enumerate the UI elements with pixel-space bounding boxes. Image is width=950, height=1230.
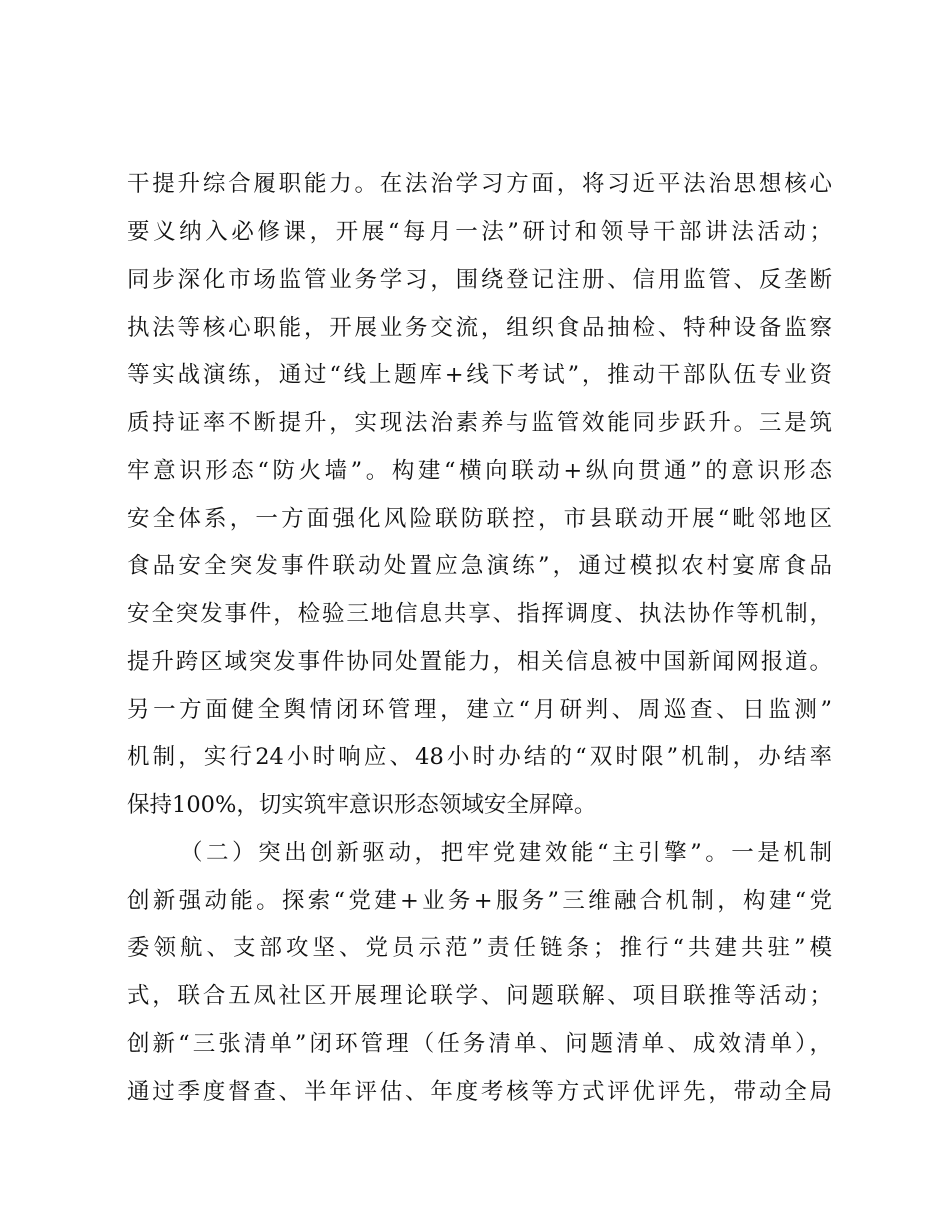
body-text-line: 创新“三张清单”闭环管理（任务清单、问题清单、成效清单）， [127,1031,832,1057]
body-text-line: 委领航、支部攻坚、党员示范”责任链条；推行“共建共驻”模 [127,935,832,961]
body-text-line: 质持证率不断提升，实现法治素养与监管效能同步跃升。三是筑 [127,410,832,436]
body-text-line-paragraph-end: 保持100%，切实筑牢意识形态领域安全屏障。 [127,792,597,818]
body-text-line: 安全体系，一方面强化风险联防联控，市县联动开展“毗邻地区 [127,506,832,532]
body-text-line: 式，联合五凤社区开展理论联学、问题联解、项目联推等活动； [127,983,832,1009]
body-text-line: 另一方面健全舆情闭环管理，建立“月研判、周巡查、日监测” [127,697,832,723]
body-text-line: 机制，实行24小时响应、48小时办结的“双时限”机制，办结率 [127,744,832,770]
body-text-line: 通过季度督查、半年评估、年度考核等方式评优评先，带动全局 [127,1079,832,1105]
body-text-line: 提升跨区域突发事件协同处置能力，相关信息被中国新闻网报道。 [127,649,832,675]
body-text-line: 要义纳入必修课，开展“每月一法”研讨和领导干部讲法活动； [127,219,832,245]
body-text-line: 同步深化市场监管业务学习，围绕登记注册、信用监管、反垄断 [127,267,832,293]
body-text-line: 创新强动能。探索“党建+业务+服务”三维融合机制，构建“党 [127,888,832,914]
body-text-line: 牢意识形态“防火墙”。构建“横向联动+纵向贯通”的意识形态 [127,458,832,484]
body-text-line: 等实战演练，通过“线上题库+线下考试”，推动干部队伍专业资 [127,362,832,388]
body-text-line: 安全突发事件，检验三地信息共享、指挥调度、执法协作等机制， [127,601,832,627]
body-text-line: 干提升综合履职能力。在法治学习方面，将习近平法治思想核心 [127,171,832,197]
body-text-line: 执法等核心职能，开展业务交流，组织食品抽检、特种设备监察 [127,315,832,341]
section-heading-line: （二）突出创新驱动，把牢党建效能“主引擎”。一是机制 [180,840,832,866]
body-text-line: 食品安全突发事件联动处置应急演练”，通过模拟农村宴席食品 [127,553,832,579]
